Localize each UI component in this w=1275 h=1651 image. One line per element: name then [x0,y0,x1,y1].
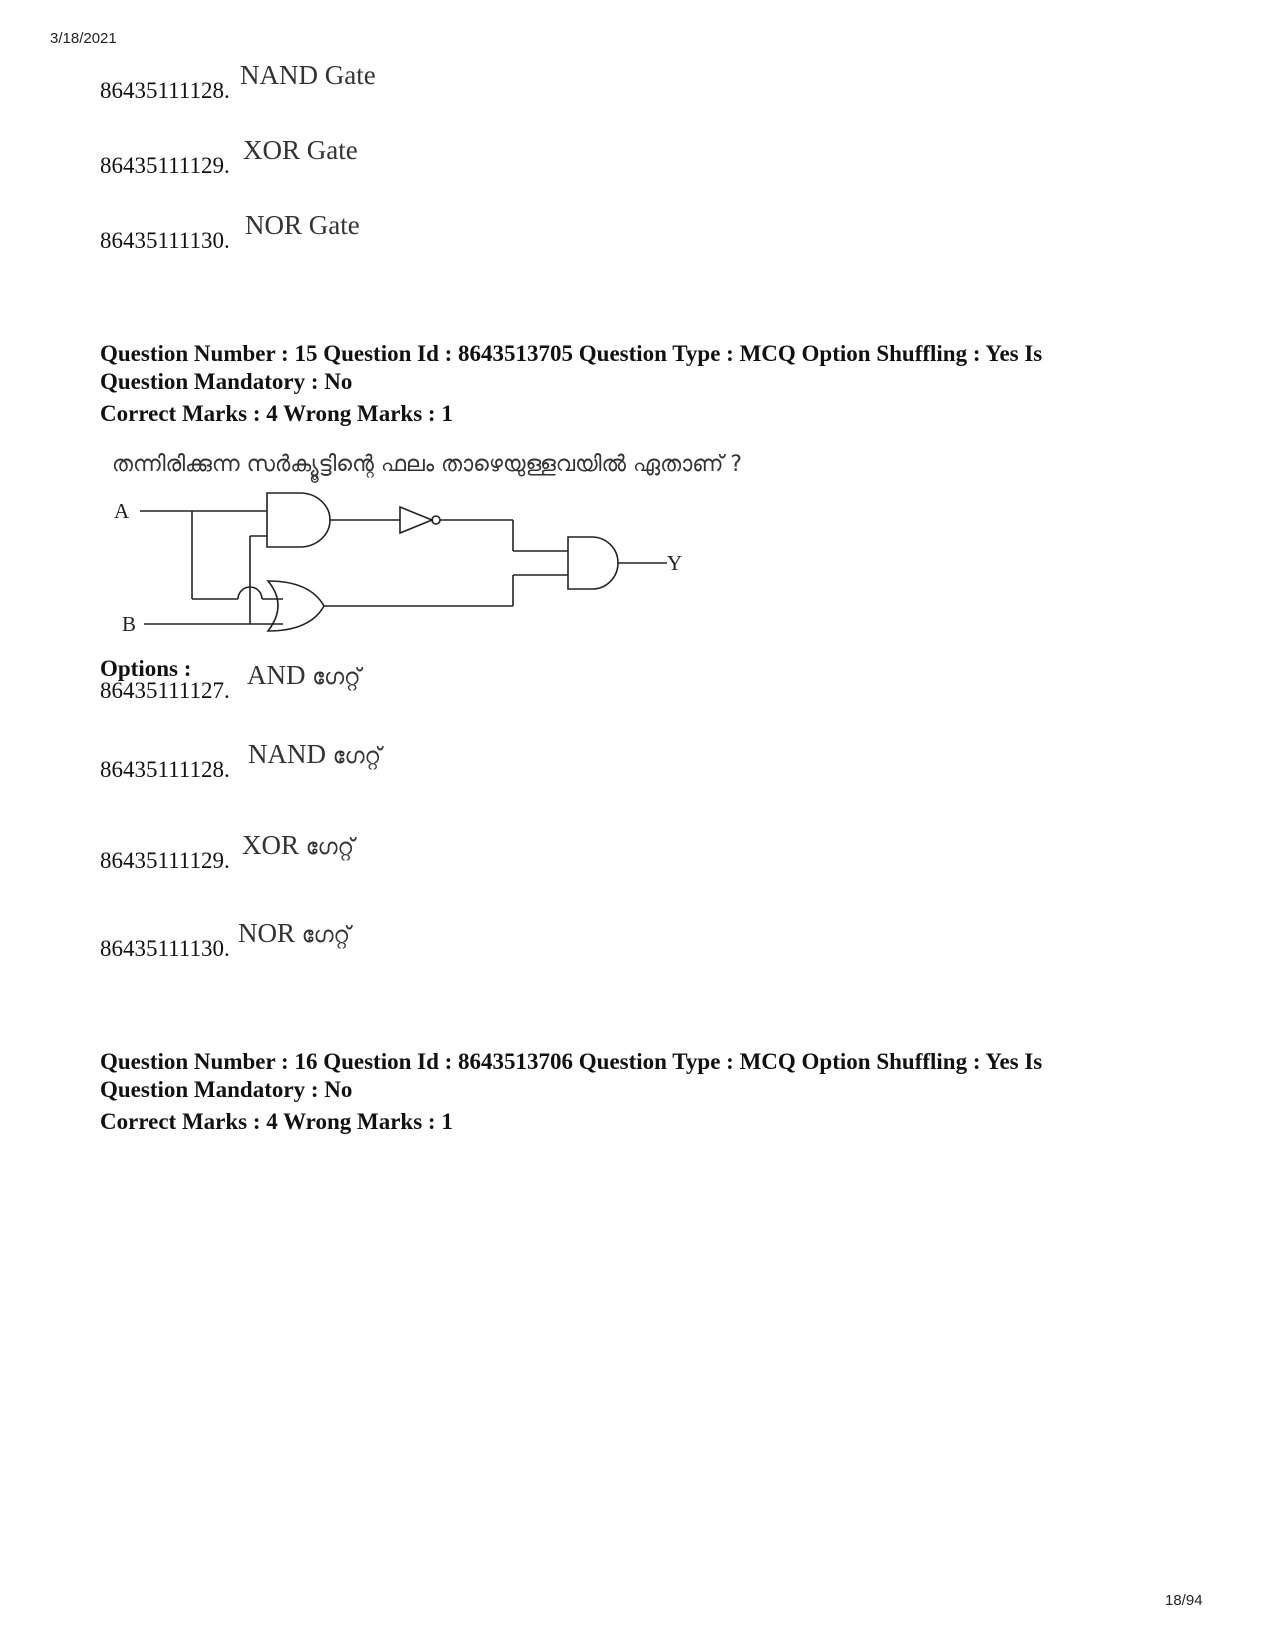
option-id: 86435111128. [100,757,230,782]
question-15-header [100,340,1190,428]
option-text: XOR Gate [243,135,358,165]
option-id: 86435111127. [100,678,230,703]
options-label: Options : [100,656,192,681]
output-y-label: Y [667,551,683,575]
option-text [242,832,354,859]
and-gate-1 [267,493,330,547]
question-15-text: തന്നിരിക്കുന്ന സർക്യൂട്ടിന്റെ ഫലം താഴെയുള്ളവയിൽ ഏതാണ് ? [112,452,743,477]
logic-circuit-diagram [110,485,730,645]
option-label: XOR [242,830,300,860]
option-id: 86435111130. [100,936,230,961]
option-id: 86435111130. [100,228,230,253]
question-meta: Question Number : 15 Question Id : 8643513705 Question Type : MCQ Option Shuffling : Yes Is [100,341,1043,366]
option-id: 86435111128. [100,78,230,103]
question-marks: Correct Marks : 4 Wrong Marks : 1 [100,1109,453,1134]
question-meta: Question Number : 16 Question Id : 8643513706 Question Type : MCQ Option Shuffling : Yes Is [100,1049,1043,1074]
option-label: AND [247,660,306,690]
question-mandatory: Question Mandatory : No [100,369,353,394]
option-text [248,741,381,768]
option-text: NOR Gate [245,210,360,240]
option-suffix: ഗേറ്റ് [305,835,355,860]
option-text: NAND Gate [240,60,376,90]
not-gate [400,507,432,533]
page-number: 18/94 [1165,1592,1203,1609]
option-suffix: ഗേറ്റ് [301,923,351,948]
input-b-label: B [122,612,137,636]
option-label: NOR [238,918,296,948]
option-text [238,920,350,947]
question-16-header [100,1048,1190,1136]
print-date: 3/18/2021 [50,30,117,47]
option-id: 86435111129. [100,153,230,178]
question-marks: Correct Marks : 4 Wrong Marks : 1 [100,401,453,426]
option-suffix: ഗേറ്റ് [332,744,382,769]
option-suffix: ഗേറ്റ് [312,665,361,690]
option-id: 86435111129. [100,848,230,873]
input-a-label: A [114,499,130,523]
option-label: NAND [248,739,326,769]
option-text [247,662,361,689]
question-mandatory: Question Mandatory : No [100,1077,353,1102]
and-gate-2 [568,537,618,589]
